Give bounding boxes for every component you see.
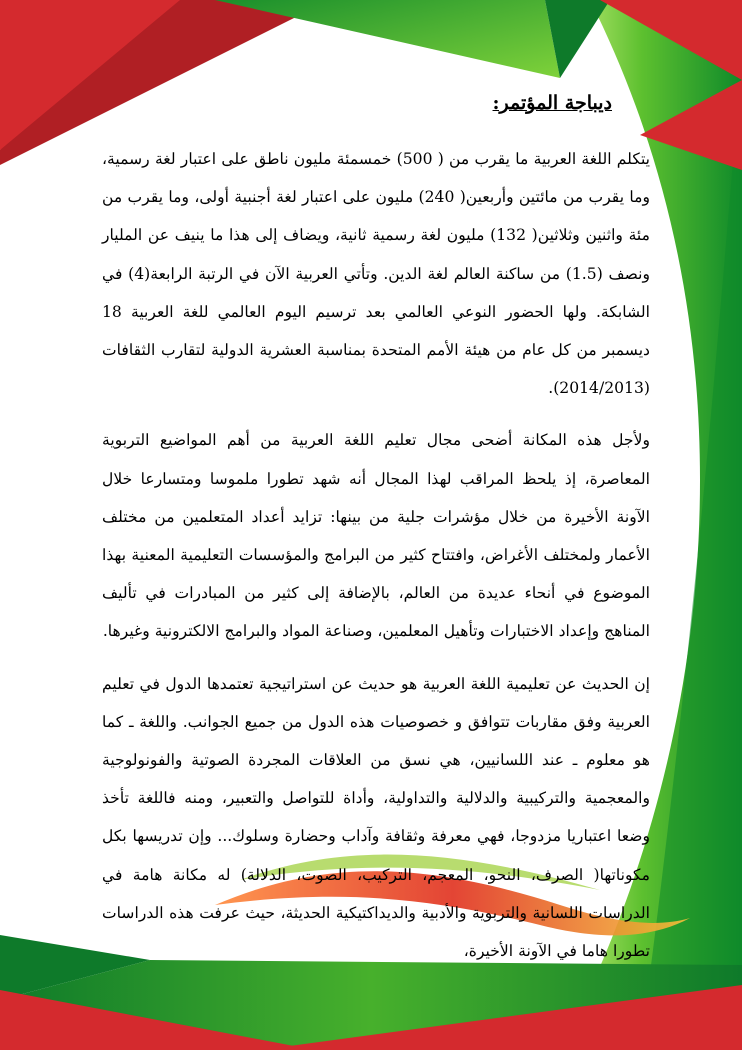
paragraph: ولأجل هذه المكانة أضحى مجال تعليم اللغة العربية من أهم المواضيع التربوية المعاصرة، إذ يلحظ المراقب لهذا المجال أنه شهد تطورا ملموسا ومتسارعا خلال الآونة الأخيرة من خلال مؤشرات جلية من بينها: تزايد أعداد المتعلمين من مختلف الأعمار ولمختلف الأغراض، وافتتاح كثير من البرامج والمؤسسات التعليمية المعنية بهذا الموضوع في أنحاء عديدة من العالم، بالإضافة إلى كثير من المبادرات في تأليف المناهج وإعداد الاختبارات وتأهيل المعلمين، وصناعة المواد والبرامج الالكترونية وغيرها.	[102, 431, 650, 641]
paragraph: يتكلم اللغة العربية ما يقرب من ( 500) خمسمئة مليون ناطق على اعتبار لغة رسمية، وما يقرب من مائتين وأربعين( 240) مليون على اعتبار لغة أجنبية أولى، وما يقرب من مئة واثنين وثلاثين( 132) مليون لغة رسمية ثانية، ويضاف إلى هذا ما ينيف عن المليار ونصف (1.5) من ساكنة العالم لغة الدين. وتأتي العربية الآن في الرتبة الرابعة(4) في الشابكة. ولها الحضور النوعي العالمي بعد ترسيم اليوم العالمي للغة العربية 18 ديسمبر من كل عام من هيئة الأمم المتحدة بمناسبة العشرية الدولية لتقارب الثقافات (2014/2013).	[102, 150, 650, 398]
paragraph: إن الحديث عن تعليمية اللغة العربية هو حديث عن استراتيجية تعتمدها الدول في تعليم العربية وفق مقاربات تتوافق و خصوصيات هذه الدول من جميع الجوانب. واللغة ـ كما هو معلوم ـ عند اللسانيين، هي نسق من العلاقات المجردة الصوتية والفونولوجية والمعجمية والتركيبية والدلالية والتداولية، وأداة للتواصل والتعبير، ومنه فاللغة تأخذ وضعا اعتباريا مزدوجا، فهي معرفة وثقافة وآداب وحضارة وسلوك... وإن تدريسها بكل مكوناتها( الصرف، النحو، المعجم، التركيب، الصوت، الدلالة) له مكانة هامة في الدراسات اللسانية والتربوية والأدبية والديداكتيكية الحديثة، حيث عرفت هذه الدراسات تطورا هاما في الآونة الأخيرة،	[102, 674, 650, 961]
page-title: ديباجة المؤتمر:	[492, 92, 612, 114]
body-text	[102, 140, 650, 984]
